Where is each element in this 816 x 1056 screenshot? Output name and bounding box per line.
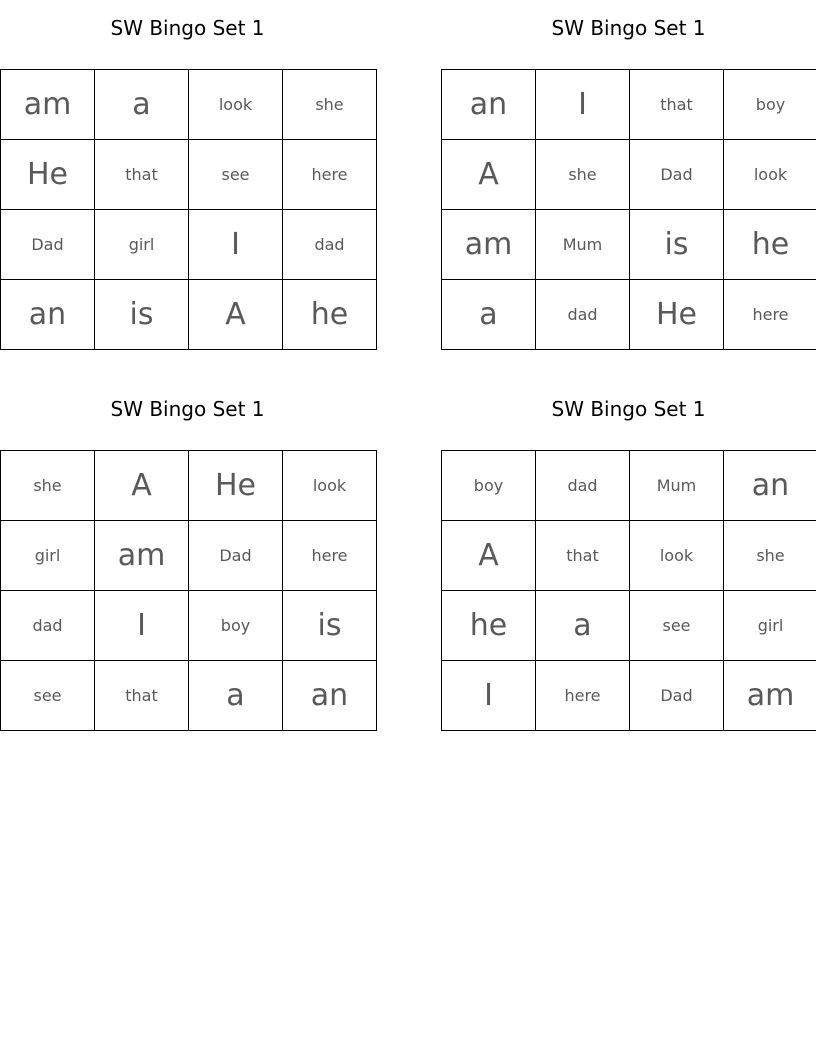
bingo-cell: girl	[724, 591, 816, 661]
grid-row	[442, 210, 816, 280]
grid-row	[1, 591, 377, 661]
card-title: SW Bingo Set 1	[110, 397, 265, 421]
bingo-cell: here	[724, 280, 816, 350]
grid-row	[1, 521, 377, 591]
bingo-cell: I	[95, 591, 189, 661]
grid-row	[442, 661, 816, 731]
bingo-grid	[0, 69, 377, 350]
bingo-cell: girl	[95, 210, 189, 280]
bingo-cell: look	[283, 451, 377, 521]
bingo-cell: an	[283, 661, 377, 731]
grid-row	[442, 521, 816, 591]
bingo-cell: A	[442, 140, 536, 210]
bingo-cell: Dad	[1, 210, 95, 280]
bingo-cell: here	[283, 140, 377, 210]
bingo-cell: an	[724, 451, 816, 521]
bingo-cell: girl	[1, 521, 95, 591]
card-title: SW Bingo Set 1	[551, 16, 706, 40]
grid-row	[442, 70, 816, 140]
bingo-cell: see	[630, 591, 724, 661]
card-title: SW Bingo Set 1	[551, 397, 706, 421]
bingo-cell: A	[189, 280, 283, 350]
bingo-cell: an	[1, 280, 95, 350]
grid-row	[442, 451, 816, 521]
bingo-cell: I	[442, 661, 536, 731]
bingo-cell: he	[283, 280, 377, 350]
bingo-cell: He	[630, 280, 724, 350]
grid-row	[1, 70, 377, 140]
bingo-cell: see	[1, 661, 95, 731]
bingo-cell: a	[442, 280, 536, 350]
bingo-cell: boy	[189, 591, 283, 661]
bingo-cell: that	[536, 521, 630, 591]
bingo-cell: Mum	[536, 210, 630, 280]
bingo-cell: he	[442, 591, 536, 661]
bingo-cell: a	[189, 661, 283, 731]
bingo-cell: that	[95, 140, 189, 210]
bingo-cell: dad	[283, 210, 377, 280]
bingo-grid	[0, 450, 377, 731]
bingo-cell: am	[1, 70, 95, 140]
bingo-cell: boy	[442, 451, 536, 521]
bingo-cell: an	[442, 70, 536, 140]
bingo-cell: He	[189, 451, 283, 521]
bingo-cell: He	[1, 140, 95, 210]
bingo-cell: A	[95, 451, 189, 521]
grid-row	[1, 210, 377, 280]
bingo-cell: a	[536, 591, 630, 661]
bingo-cell: here	[283, 521, 377, 591]
bingo-cell: A	[442, 521, 536, 591]
bingo-cell: Dad	[630, 140, 724, 210]
grid-row	[1, 140, 377, 210]
bingo-cell: am	[724, 661, 816, 731]
bingo-cell: is	[283, 591, 377, 661]
bingo-grid	[441, 69, 816, 350]
grid-row	[1, 661, 377, 731]
grid-row	[1, 280, 377, 350]
bingo-cell: is	[95, 280, 189, 350]
bingo-cell: see	[189, 140, 283, 210]
bingo-grid	[441, 450, 816, 731]
bingo-cell: I	[536, 70, 630, 140]
bingo-cell: a	[95, 70, 189, 140]
bingo-cell: she	[536, 140, 630, 210]
bingo-cell: look	[724, 140, 816, 210]
bingo-cell: am	[442, 210, 536, 280]
grid-row	[442, 280, 816, 350]
bingo-cell: Dad	[189, 521, 283, 591]
bingo-cell: she	[724, 521, 816, 591]
bingo-cell: here	[536, 661, 630, 731]
bingo-cell: is	[630, 210, 724, 280]
bingo-cell: that	[630, 70, 724, 140]
card-title: SW Bingo Set 1	[110, 16, 265, 40]
bingo-cell: look	[630, 521, 724, 591]
bingo-cell: he	[724, 210, 816, 280]
bingo-cell: that	[95, 661, 189, 731]
grid-row	[442, 591, 816, 661]
bingo-cell: she	[283, 70, 377, 140]
grid-row	[442, 140, 816, 210]
bingo-cell: dad	[536, 451, 630, 521]
bingo-cell: am	[95, 521, 189, 591]
bingo-cell: boy	[724, 70, 816, 140]
bingo-cell: dad	[1, 591, 95, 661]
bingo-cell: look	[189, 70, 283, 140]
bingo-cell: dad	[536, 280, 630, 350]
bingo-cell: Mum	[630, 451, 724, 521]
bingo-cell: I	[189, 210, 283, 280]
bingo-cell: Dad	[630, 661, 724, 731]
grid-row	[1, 451, 377, 521]
bingo-cell: she	[1, 451, 95, 521]
